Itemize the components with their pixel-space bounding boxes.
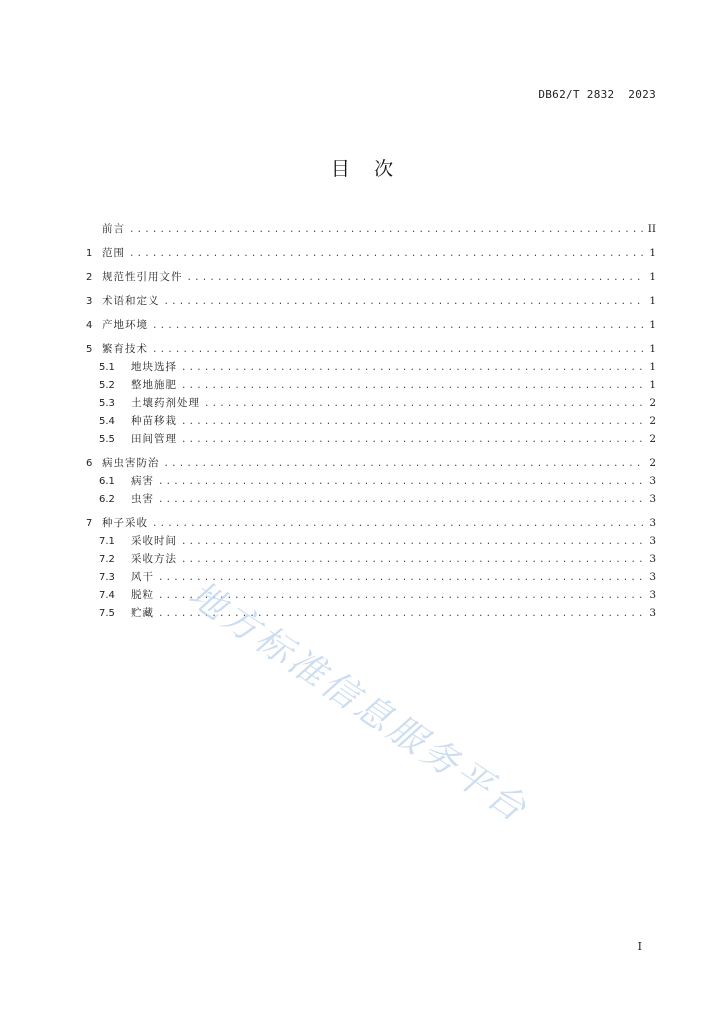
toc-leader-dots <box>181 431 644 449</box>
toc-entry-title: 产地环境 <box>102 319 148 331</box>
toc-leader-dots <box>158 587 644 605</box>
toc-leader-dots <box>129 221 644 239</box>
toc-entry[interactable] <box>86 268 656 286</box>
toc-leader-dots <box>181 533 644 551</box>
toc-entry-number: 5.4 <box>99 416 115 427</box>
toc-entry-number: 1 <box>86 248 93 259</box>
toc-entry[interactable] <box>86 514 656 532</box>
toc-entry-title: 贮藏 <box>131 607 154 619</box>
toc-entry[interactable] <box>86 376 656 394</box>
toc-entry-number: 6.1 <box>99 476 115 487</box>
toc-leader-dots <box>181 551 644 569</box>
toc-entry[interactable] <box>86 358 656 376</box>
toc-entry-title: 前言 <box>102 223 125 235</box>
toc-leader-dots <box>152 515 644 533</box>
toc-entry-page: 1 <box>649 379 656 391</box>
toc-entry-page: 1 <box>649 271 656 283</box>
toc-leader-dots <box>152 341 644 359</box>
page-title: 目 次 <box>330 158 394 180</box>
toc-entry-title: 种苗移栽 <box>131 415 177 427</box>
toc-leader-dots <box>158 491 644 509</box>
toc-entry-page: 2 <box>649 457 656 469</box>
toc-entry[interactable] <box>86 292 656 310</box>
toc-entry[interactable] <box>86 604 656 622</box>
toc-entry-title: 规范性引用文件 <box>102 271 183 283</box>
toc-entry-title: 整地施肥 <box>131 379 177 391</box>
toc-leader-dots <box>181 359 644 377</box>
toc-entry-number: 5.5 <box>99 434 115 445</box>
toc-entry-title: 范围 <box>102 247 125 259</box>
toc-leader-dots <box>158 473 644 491</box>
toc-leader-dots <box>164 455 645 473</box>
toc-entry-number: 7 <box>86 518 93 529</box>
toc-entry-number: 5 <box>86 344 93 355</box>
toc-entry-title: 风干 <box>131 571 154 583</box>
toc-entry-number: 7.2 <box>99 554 115 565</box>
toc-entry[interactable] <box>86 220 656 238</box>
toc-entry-number: 5.1 <box>99 362 115 373</box>
toc-entry-title: 田间管理 <box>131 433 177 445</box>
toc-entry-number: 6.2 <box>99 494 115 505</box>
toc-entry-page: 2 <box>649 415 656 427</box>
toc-entry-page: 1 <box>649 361 656 373</box>
page-number: I <box>637 940 642 953</box>
toc-entry-title: 病害 <box>131 475 154 487</box>
toc-entry-title: 采收方法 <box>131 553 177 565</box>
toc-entry-page: 3 <box>649 553 656 565</box>
toc-entry[interactable] <box>86 490 656 508</box>
toc-entry-number: 7.4 <box>99 590 115 601</box>
toc-entry[interactable] <box>86 412 656 430</box>
toc-entry-title: 地块选择 <box>131 361 177 373</box>
toc-entry[interactable] <box>86 568 656 586</box>
toc-entry-title: 脱粒 <box>131 589 154 601</box>
toc-entry-page: 3 <box>649 607 656 619</box>
toc-entry[interactable] <box>86 316 656 334</box>
toc-entry[interactable] <box>86 340 656 358</box>
toc-leader-dots <box>164 293 645 311</box>
toc-entry-page: 3 <box>649 517 656 529</box>
toc-entry[interactable] <box>86 244 656 262</box>
toc-leader-dots <box>204 395 644 413</box>
toc-entry[interactable] <box>86 454 656 472</box>
toc-entry[interactable] <box>86 586 656 604</box>
document-code: DB62/T 2832 2023 <box>538 88 656 101</box>
toc-entry[interactable] <box>86 532 656 550</box>
toc-entry-number: 7.3 <box>99 572 115 583</box>
watermark: 地方标准信息服务平台 <box>181 573 536 832</box>
toc-entry-title: 土壤药剂处理 <box>131 397 200 409</box>
toc-leader-dots <box>187 269 645 287</box>
toc-entry-number: 5.3 <box>99 398 115 409</box>
toc-entry-page: 2 <box>649 397 656 409</box>
toc-entry-page: 1 <box>649 295 656 307</box>
toc-entry-title: 繁育技术 <box>102 343 148 355</box>
toc-leader-dots <box>129 245 644 263</box>
toc-entry-page: II <box>647 223 656 235</box>
toc-entry-page: 3 <box>649 571 656 583</box>
toc-entry-page: 1 <box>649 247 656 259</box>
toc-leader-dots <box>181 413 644 431</box>
toc-entry-number: 4 <box>86 320 93 331</box>
toc-entry-page: 3 <box>649 493 656 505</box>
toc-leader-dots <box>158 569 644 587</box>
toc-entry-number: 7.1 <box>99 536 115 547</box>
toc-entry-page: 3 <box>649 475 656 487</box>
toc-leader-dots <box>181 377 644 395</box>
toc-entry-number: 5.2 <box>99 380 115 391</box>
toc-entry[interactable] <box>86 550 656 568</box>
toc-entry-page: 3 <box>649 589 656 601</box>
toc-entry-title: 采收时间 <box>131 535 177 547</box>
toc-entry-number: 6 <box>86 458 93 469</box>
toc-entry[interactable] <box>86 472 656 490</box>
toc-entry-page: 2 <box>649 433 656 445</box>
toc-entry-title: 虫害 <box>131 493 154 505</box>
toc-entry[interactable] <box>86 394 656 412</box>
toc-entry-number: 3 <box>86 296 93 307</box>
table-of-contents <box>86 220 656 622</box>
toc-entry-number: 7.5 <box>99 608 115 619</box>
toc-entry-page: 3 <box>649 535 656 547</box>
toc-entry-page: 1 <box>649 343 656 355</box>
toc-entry-page: 1 <box>649 319 656 331</box>
toc-entry-number: 2 <box>86 272 93 283</box>
toc-entry-title: 种子采收 <box>102 517 148 529</box>
toc-leader-dots <box>158 605 644 623</box>
toc-entry-title: 术语和定义 <box>102 295 160 307</box>
toc-leader-dots <box>152 317 644 335</box>
toc-entry[interactable] <box>86 430 656 448</box>
toc-entry-title: 病虫害防治 <box>102 457 160 469</box>
